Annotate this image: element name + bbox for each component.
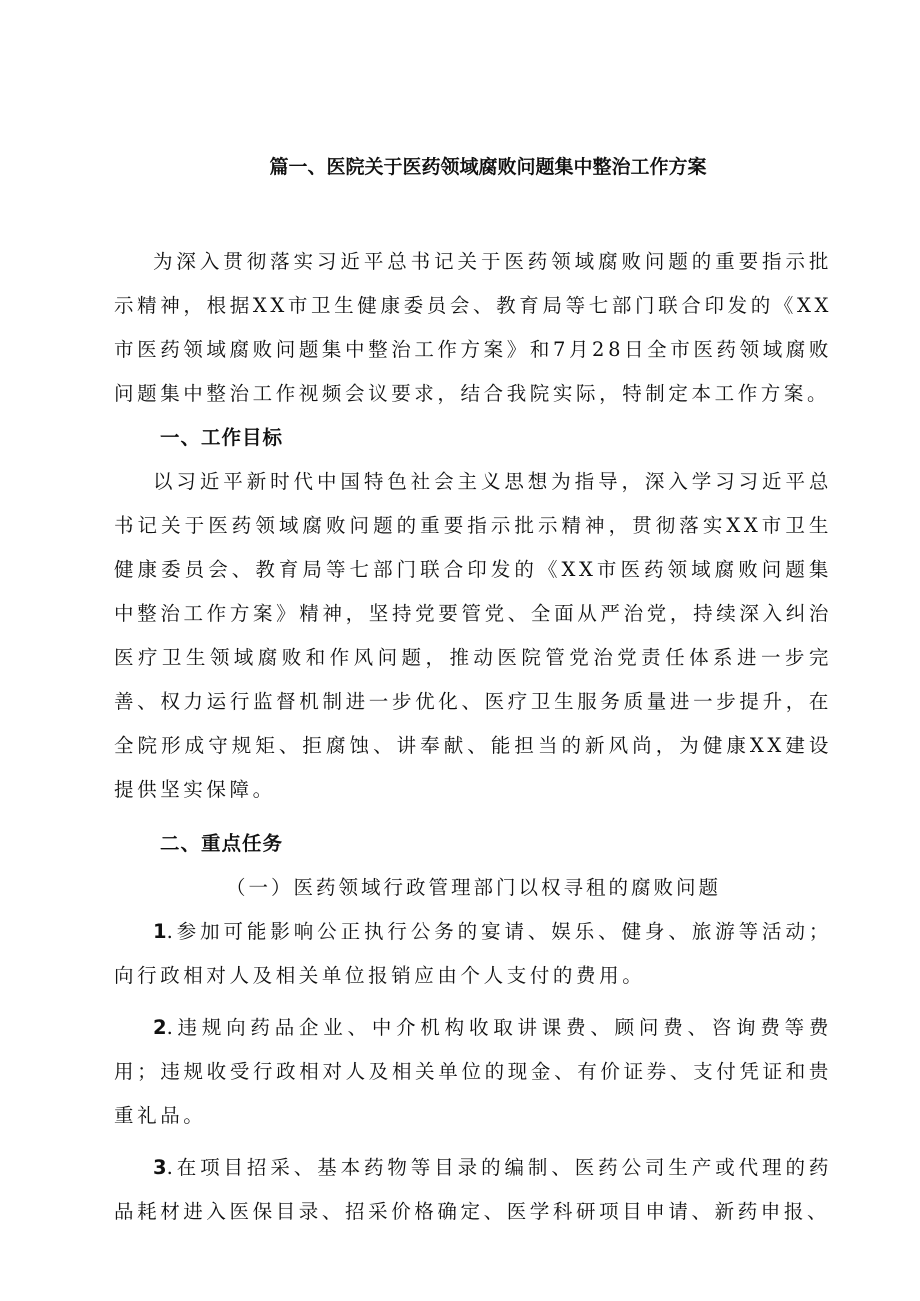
list-item [114, 1146, 832, 1234]
section-heading-work-goals: 一、工作目标 [160, 426, 284, 449]
item-number: 3 [153, 1156, 167, 1179]
item-text: .违规向药品企业、中介机构收取讲课费、顾问费、咨询费等费用；违规收受行政相对人及相关单位的现金、有价证券、支付凭证和贵重礼品。 [114, 1016, 832, 1127]
document-title: 篇一、医院关于医药领域腐败问题集中整治工作方案 [269, 156, 707, 178]
intro-paragraph: 为深入贯彻落实习近平总书记关于医药领域腐败问题的重要指示批示精神，根据XX市卫生健康委员会、教育局等七部门联合印发的《XX市医药领域腐败问题集中整治工作方案》和7月28日全市医药领域腐败问题集中整治工作视频会议要求，结合我院实际，特制定本工作方案。 [114, 250, 832, 405]
item-number: 1 [153, 920, 167, 943]
list-item [114, 1006, 832, 1138]
section-heading-key-tasks: 二、重点任务 [160, 832, 284, 855]
work-goals-paragraph: 以习近平新时代中国特色社会主义思想为指导，深入学习习近平总书记关于医药领域腐败问题的重要指示批示精神，贯彻落实XX市卫生健康委员会、教育局等七部门联合印发的《XX市医药领域腐败问题集中整治工作方案》精神，坚持党要管党、全面从严治党，持续深入纠治医疗卫生领域腐败和作风问题，推动医院管党治党责任体系进一步完善、权力运行监督机制进一步优化、医疗卫生服务质量进一步提升，在全院形成守规矩、拒腐蚀、讲奉献、能担当的新风尚，为健康XX建设提供坚实保障。 [114, 470, 832, 801]
item-number: 2 [153, 1016, 167, 1039]
list-item [114, 910, 832, 998]
item-text: .参加可能影响公正执行公务的宴请、娱乐、健身、旅游等活动；向行政相对人及相关单位报销应由个人支付的费用。 [114, 920, 832, 987]
subsection-heading-admin-rent-seeking: （一）医药领域行政管理部门以权寻租的腐败问题 [226, 876, 722, 899]
item-text: .在项目招采、基本药物等目录的编制、医药公司生产或代理的药品耗材进入医保目录、招采价格确定、医学科研项目申请、新药申报、 [114, 1156, 832, 1223]
